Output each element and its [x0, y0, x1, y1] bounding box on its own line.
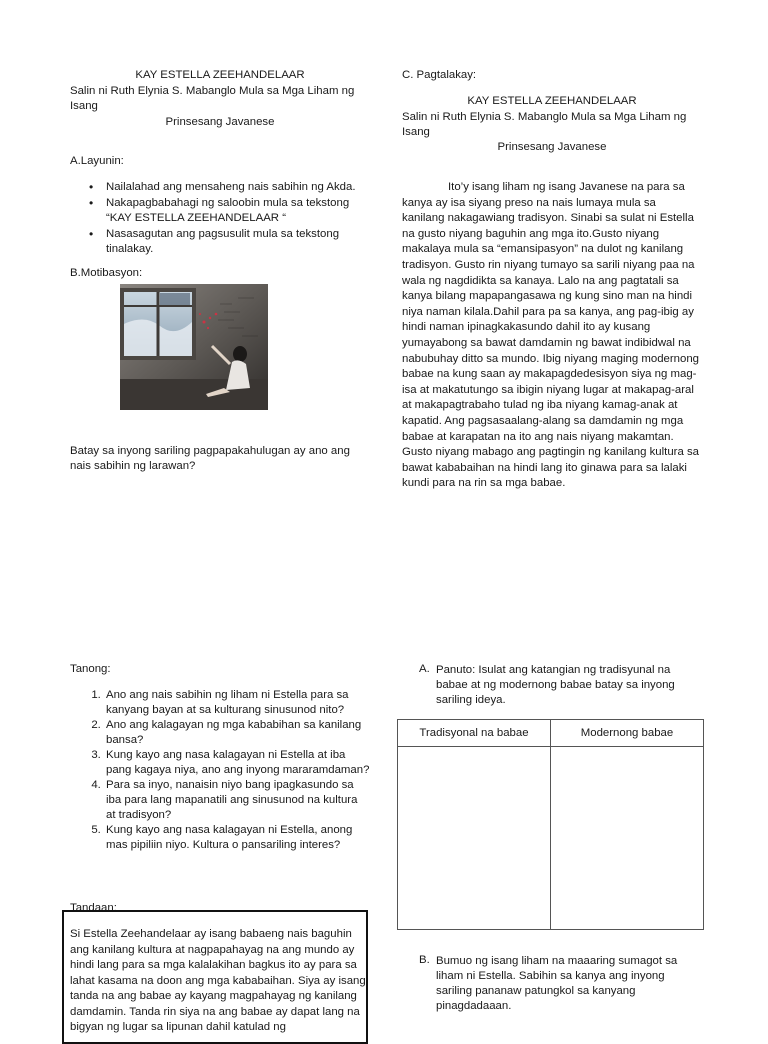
table-header-moderno: Modernong babae — [551, 720, 704, 747]
motivation-photo — [120, 284, 268, 410]
table-answer-moderno[interactable] — [551, 747, 704, 930]
right-title: KAY ESTELLA ZEEHANDELAAR — [467, 95, 637, 107]
left-title: KAY ESTELLA ZEEHANDELAAR — [135, 69, 305, 81]
table-header-tradisyonal: Tradisyonal na babae — [398, 720, 551, 747]
pagtalakay-heading: C. Pagtalakay: — [402, 69, 477, 81]
tandaan-text: Si Estella Zeehandelaar ay isang babaeng nais baguhin ang kanilang kultura at nagpapahayag na ang mundo ay hindi lang para sa mga kalalakihan bagkus ito ay para sa lahat kasama na doon ang mga kababaihan. Siya ay isang tanda na ang babae ay kayang magpahayag ng kanilang damdamin. Tanda rin siya na ang babae ay dapat lang na bigyan ng lugar sa lipunan dahil katulad ng — [70, 928, 366, 1033]
layunin-item: • Nailalahad ang mensaheng nais sabihin ng Akda. — [106, 180, 370, 196]
exercise-b-instruction: Bumuo ng isang liham na maaaring sumagot sa liham ni Estella. Sabihin sa kanya ang inyong sariling pananaw patungkol sa kanyang pinagdadaaan. — [436, 955, 678, 1012]
exercise-b-marker: B. — [419, 954, 430, 966]
left-subtitle: Prinsesang Javanese — [165, 116, 275, 128]
tanong-item: 4. Para sa inyo, nanaisin niyo bang ipagkasundo sa iba para lang mapanatili ang sinusunod na kultura at tradisyon? — [104, 778, 370, 823]
left-byline: Salin ni Ruth Elynia S. Mabanglo Mula sa Mga Liham ng Isang — [70, 85, 355, 112]
layunin-list — [70, 180, 370, 258]
layunin-item: • Nasasagutan ang pagsusulit mula sa tekstong tinalakay. — [106, 227, 370, 258]
photo-question: Batay sa inyong sariling pagpapakahulugan ay ano ang nais sabihin ng larawan? — [70, 445, 350, 472]
layunin-item: • Nakapagbabahagi ng saloobin mula sa tekstong “KAY ESTELLA ZEEHANDELAAR “ — [106, 196, 370, 227]
layunin-heading: A.Layunin: — [70, 155, 124, 167]
table-answer-tradisyonal[interactable] — [398, 747, 551, 930]
tanong-item: 3. Kung kayo ang nasa kalagayan ni Estella at iba pang kagaya niya, ano ang inyong mararamdaman? — [104, 748, 370, 778]
tanong-heading: Tanong: — [70, 663, 111, 675]
tanong-list — [70, 688, 370, 853]
discussion-paragraph: Ito’y isang liham ng isang Javanese na para sa kanya ay isa siyang preso na nais lumaya mula sa kanilang nakagawiang tradisyon. Sinabi sa sulat ni Estella na gusto niyang baguhin ang mga ito.Gusto niyang makalaya mula sa “emansipasyon” na dulot ng kanilang tradisyon. Gusto rin niyang tumayo sa sarili niyang paa na wala ng nagdidikta sa kanaya. Lalo na ang pagtatali sa kanya bilang mapapangasawa ng kung sino man na hindi niya naman kilala.Dahil para pa sa kanya, ang pag-ibig ay hindi naman ipinagkakasundo dahil ito ay kusang yumayabong sa bawat damdamin ng bawat indibidwal na nabubuhay ditto sa mundo. Ibig niyang maging modernong babae na kung saan ay makapagdedesisyon siya ng mag-isa at makatutungo sa ibigin niyang lugar at makapag-aral at makapagtrabaho tulad ng iba niyang kamag-anak at kapatid. Ang pagsasaalang-alang sa damdamin ng mga babae at karapatan na ito ang nais niyang makamtan. Gusto niyang mabago ang pagtingin ng kanilang kultura sa bawat kababaihan na hindi lang ito ginawa para sa lalaki kundi para na rin sa mga babae. — [402, 181, 699, 490]
exercise-a-marker: A. — [419, 663, 430, 675]
right-byline: Salin ni Ruth Elynia S. Mabanglo Mula sa Mga Liham ng Isang — [402, 111, 687, 138]
tanong-item: 5. Kung kayo ang nasa kalagayan ni Estella, anong mas pipiliin niyo. Kultura o pansariling interes? — [104, 823, 370, 853]
woman-by-window-image — [120, 284, 268, 410]
tanong-item: 2. Ano ang kalagayan ng mga kababihan sa kanilang bansa? — [104, 718, 370, 748]
exercise-a-instruction: Panuto: Isulat ang katangian ng tradisyunal na babae at ng modernong babae batay sa inyong sariling ideya. — [436, 664, 675, 706]
tanong-item: 1. Ano ang nais sabihin ng liham ni Estella para sa kanyang bayan at sa kulturang sinusunod nito? — [104, 688, 370, 718]
tandaan-heading: Tandaan: — [70, 902, 117, 914]
comparison-table — [397, 719, 704, 930]
motibasyon-heading: B.Motibasyon: — [70, 267, 143, 279]
right-subtitle: Prinsesang Javanese — [497, 141, 607, 153]
